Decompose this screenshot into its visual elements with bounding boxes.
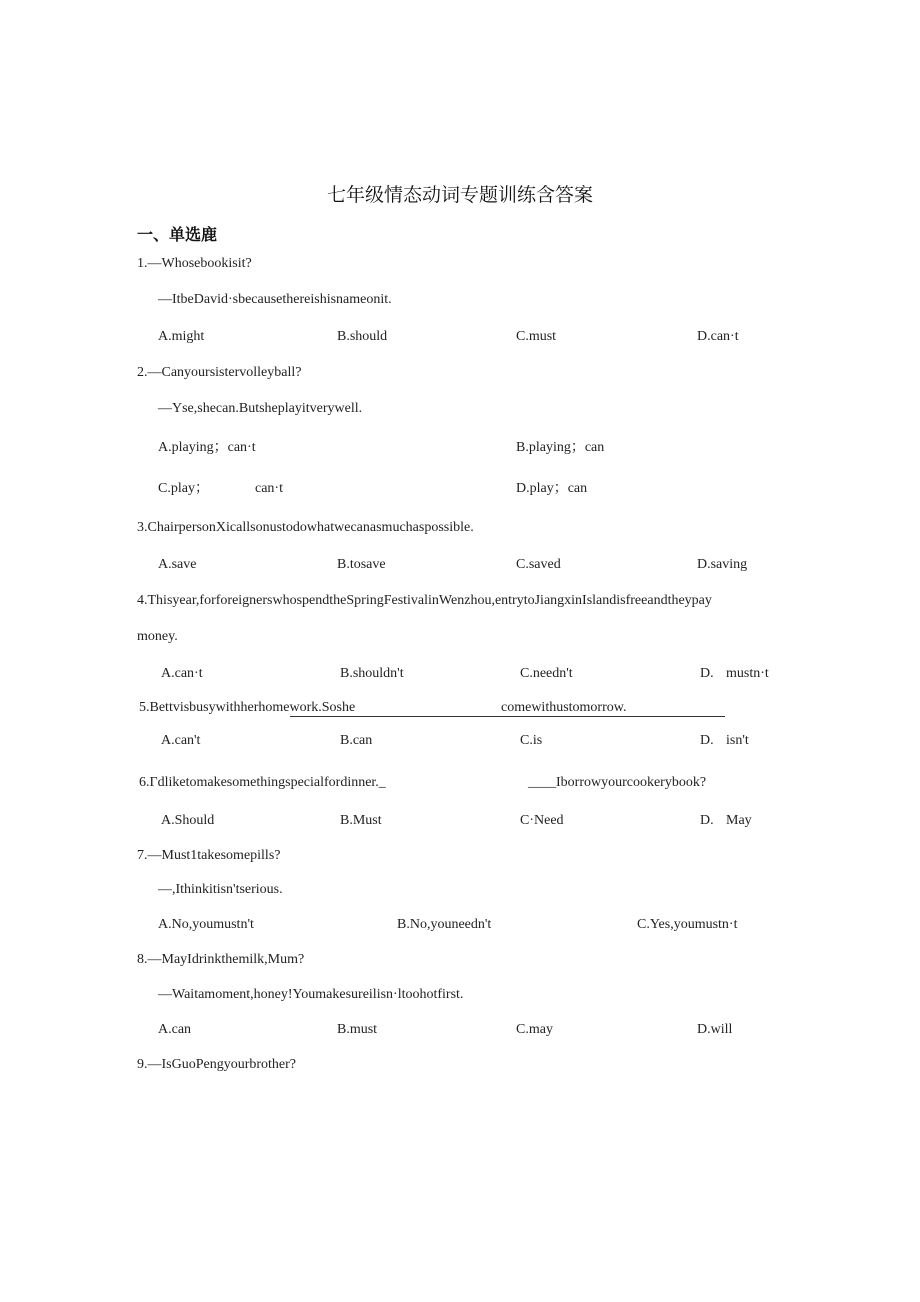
question-4-stem: 4.Thisyear,forforeignerswhospendtheSpringFestivalinWenzhou,entrytoJiangxinIslandisfreeandtheypay [137, 593, 712, 608]
q7-option-a: A.No,youmustn't [158, 917, 254, 932]
q2-option-a: A.playing；can·t [158, 440, 256, 455]
question-5-stem-end: comewithustomorrow. [501, 700, 627, 715]
question-8-line2: —Waitamoment,honey!Youmakesureilisn·ltoohotfirst. [158, 987, 464, 1002]
q1-option-d: D.can·t [697, 329, 739, 344]
q4-option-d: D. [700, 666, 714, 681]
q2-option-c-cont: can·t [255, 481, 283, 496]
question-2-stem: 2.—Canyoursistervolleyball? [137, 365, 302, 380]
q6-option-b: B.Must [340, 813, 382, 828]
q1-option-b: B.should [337, 329, 388, 344]
q2-option-d: D.play；can [516, 481, 588, 496]
q3-option-a: A.save [158, 557, 197, 572]
q5-option-d: D. [700, 733, 714, 748]
q3-option-b: B.tosave [337, 557, 386, 572]
q5-option-d-text: isn't [726, 733, 749, 748]
section-heading: 一、单选鹿 [137, 225, 218, 244]
q1-option-c: C.must [516, 329, 557, 344]
question-1-stem: 1.—Whosebookisit? [137, 256, 252, 271]
q1-option-a: A.might [158, 329, 205, 344]
page-title: 七年级情态动词专题训练含答案 [326, 184, 593, 206]
question-1-line2: —ItbeDavid·sbecausethereishisnameonit. [158, 292, 392, 307]
q6-option-d-text: May [726, 813, 752, 828]
question-5-stem: 5.Bettvisbusywithherhomework.Soshe [139, 700, 356, 715]
question-8-stem: 8.—MayIdrinkthemilk,Mum? [137, 952, 305, 967]
q8-option-a: A.can [158, 1022, 192, 1037]
q8-option-b: B.must [337, 1022, 378, 1037]
question-7-stem: 7.—Must1takesomepills? [137, 848, 281, 863]
q4-option-d-text: mustn·t [726, 666, 769, 681]
question-3-stem: 3.ChairpersonXicallsonustodowhatwecanasmuchaspossible. [137, 520, 474, 535]
q3-option-c: C.saved [516, 557, 561, 572]
q5-option-c: C.is [520, 733, 543, 748]
q4-option-a: A.can·t [161, 666, 203, 681]
q6-option-c: C·Need [520, 813, 564, 828]
q7-option-b: B.No,youneedn't [397, 917, 492, 932]
question-4-line2: money. [137, 629, 178, 644]
q6-option-d: D. [700, 813, 714, 828]
question-2-line2: —Yse,shecan.Butsheplayitverywell. [158, 401, 363, 416]
q5-option-a: A.can't [161, 733, 201, 748]
question-9-stem: 9.—IsGuoPengyourbrother? [137, 1057, 297, 1072]
q5-option-b: B.can [340, 733, 373, 748]
q3-option-d: D.saving [697, 557, 748, 572]
question-7-line2: —,Ithinkitisn'tserious. [158, 882, 283, 897]
q2-option-c: C.play； [158, 481, 209, 496]
q7-option-c: C.Yes,youmustn·t [637, 917, 738, 932]
q6-option-a: A.Should [161, 813, 215, 828]
question-6-stem-end: ____Iborrowyourcookerybook? [528, 775, 707, 790]
q2-option-b: B.playing；can [516, 440, 605, 455]
q8-option-c: C.may [516, 1022, 553, 1037]
question-6-stem: 6.Γdliketomakesomethingspecialfordinner._ [139, 775, 386, 790]
q4-option-b: B.shouldn't [340, 666, 404, 681]
q4-option-c: C.needn't [520, 666, 573, 681]
q8-option-d: D.will [697, 1022, 733, 1037]
